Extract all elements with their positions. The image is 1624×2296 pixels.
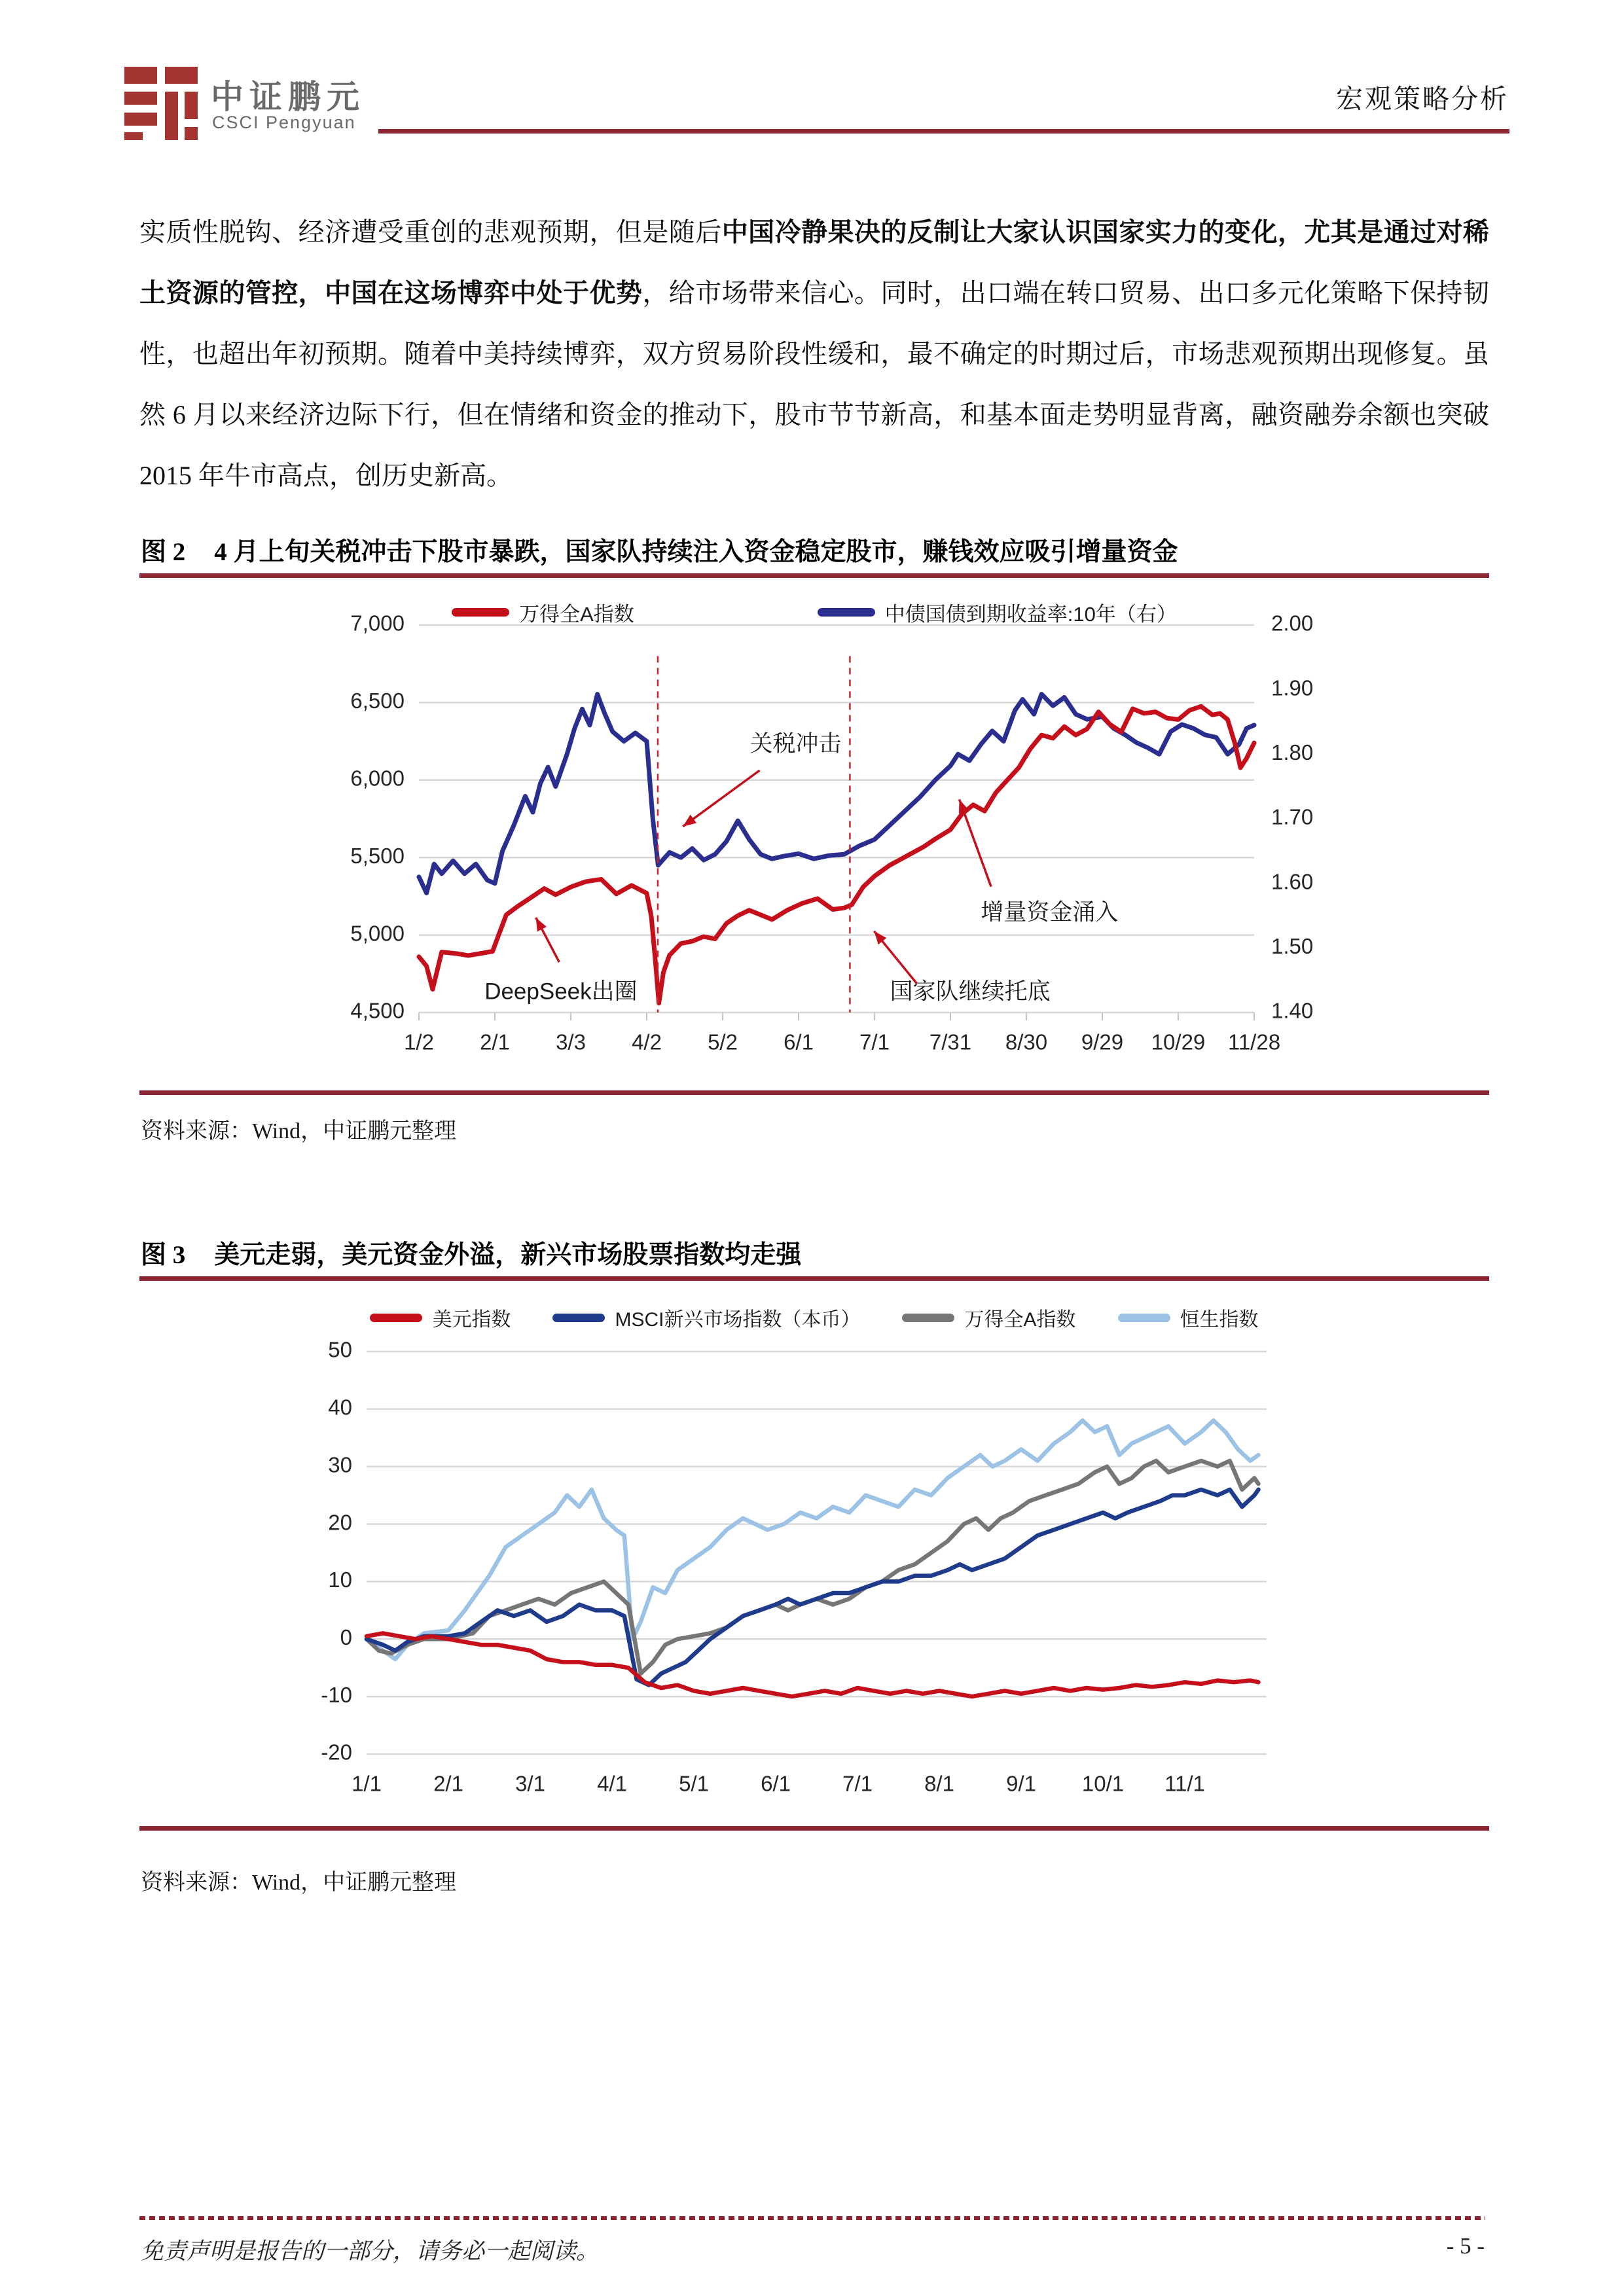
legend-label: 万得全A指数 (964, 1309, 1076, 1331)
svg-text:7/31: 7/31 (929, 1030, 972, 1054)
svg-text:50: 50 (328, 1337, 352, 1362)
legend-label: 万得全A指数 (519, 603, 634, 626)
header-rule (378, 129, 1509, 134)
legend-label: MSCI新兴市场指数（本币） (615, 1309, 861, 1331)
svg-text:0: 0 (340, 1625, 352, 1650)
svg-text:1.90: 1.90 (1271, 675, 1314, 700)
svg-text:3/1: 3/1 (515, 1771, 545, 1796)
footer-disclaimer: 免责声明是报告的一部分，请务必一起阅读。 (141, 2238, 600, 2264)
svg-text:2.00: 2.00 (1271, 611, 1314, 636)
svg-text:4,500: 4,500 (350, 998, 405, 1023)
svg-text:DeepSeek出圈: DeepSeek出圈 (484, 978, 638, 1005)
svg-text:1.60: 1.60 (1271, 869, 1314, 894)
figure2-chart (139, 578, 1489, 1090)
svg-text:1.80: 1.80 (1271, 740, 1314, 765)
page-number: - 5 - (1446, 2233, 1485, 2259)
svg-text:9/1: 9/1 (1006, 1771, 1036, 1796)
svg-text:国家队继续托底: 国家队继续托底 (890, 978, 1051, 1005)
svg-text:5,500: 5,500 (350, 843, 405, 868)
footer-divider (139, 2216, 1485, 2220)
svg-text:4/2: 4/2 (632, 1030, 662, 1054)
logo-text-cn: 中证鹏元 (211, 79, 365, 115)
legend-label: 美元指数 (432, 1309, 511, 1331)
paragraph-text: ，给市场带来信心。同时，出口端在转口贸易、出口多元化策略下保持韧性，也超出年初预期。随着中美持续博弈，双方贸易阶段性缓和，最不确定的时期过后，市场悲观预期出现修复。虽然 6 月以来经济边际下行，但在情绪和资金的推动下，股市节节新高，和基本面走势明显背离，融资融券余额也突破 2015 年牛市高点，创历史新高。 (139, 278, 1489, 490)
svg-text:1.70: 1.70 (1271, 804, 1314, 829)
svg-text:11/1: 11/1 (1164, 1771, 1205, 1796)
figure3-title: 美元走弱，美元资金外溢，新兴市场股票指数均走强 (214, 1241, 802, 1269)
svg-text:10/29: 10/29 (1151, 1030, 1206, 1054)
svg-text:1/2: 1/2 (404, 1030, 434, 1054)
svg-text:3/3: 3/3 (556, 1030, 586, 1054)
figure3-block (139, 1276, 1489, 1831)
svg-text:7,000: 7,000 (350, 611, 405, 636)
svg-text:7/1: 7/1 (859, 1030, 890, 1054)
svg-text:-20: -20 (321, 1740, 352, 1765)
svg-text:2/1: 2/1 (433, 1771, 463, 1796)
figure2-title: 4 月上旬关税冲击下股市暴跌，国家队持续注入资金稳定股市，赚钱效应吸引增量资金 (214, 538, 1178, 566)
svg-text:5,000: 5,000 (350, 921, 405, 946)
svg-text:2/1: 2/1 (480, 1030, 510, 1054)
svg-text:1.40: 1.40 (1271, 998, 1314, 1023)
body-paragraph (139, 202, 1489, 506)
svg-text:6,000: 6,000 (350, 766, 405, 791)
svg-text:关税冲击: 关税冲击 (749, 730, 842, 757)
svg-text:8/30: 8/30 (1005, 1030, 1048, 1054)
figure2-caption (141, 531, 1178, 568)
svg-text:9/29: 9/29 (1081, 1030, 1124, 1054)
svg-text:4/1: 4/1 (597, 1771, 627, 1796)
svg-text:40: 40 (328, 1395, 352, 1420)
paragraph-text: 实质性脱钩、经济遭受重创的悲观预期，但是随后 (139, 217, 722, 247)
svg-text:20: 20 (328, 1510, 352, 1535)
svg-text:6/1: 6/1 (761, 1771, 791, 1796)
svg-text:30: 30 (328, 1452, 352, 1477)
svg-text:1/1: 1/1 (352, 1771, 382, 1796)
figure2-label: 图 2 (141, 538, 186, 566)
figure2-source: 资料来源：Wind，中证鹏元整理 (141, 1119, 457, 1143)
figure3-source: 资料来源：Wind，中证鹏元整理 (141, 1871, 457, 1895)
svg-text:10/1: 10/1 (1081, 1771, 1125, 1796)
svg-text:10: 10 (328, 1568, 352, 1592)
svg-text:8/1: 8/1 (924, 1771, 954, 1796)
svg-text:7/1: 7/1 (842, 1771, 873, 1796)
company-logo-icon (124, 67, 198, 140)
svg-text:6/1: 6/1 (784, 1030, 814, 1054)
paragraph-bold-text: 中国冷静果决的反制让大家认识国家实力的变化，尤其是通过对稀土资源的管控，中国在这场博弈中处于优势 (139, 217, 1490, 308)
report-type-label: 宏观策略分析 (1336, 84, 1509, 114)
legend-label: 恒生指数 (1180, 1309, 1259, 1331)
svg-text:6,500: 6,500 (350, 689, 405, 713)
svg-text:增量资金涌入: 增量资金涌入 (981, 899, 1119, 925)
svg-text:5/1: 5/1 (679, 1771, 709, 1796)
logo-text-en: CSCI Pengyuan (212, 113, 356, 132)
svg-text:5/2: 5/2 (708, 1030, 738, 1054)
figure3-caption (141, 1234, 801, 1271)
svg-text:1.50: 1.50 (1271, 934, 1314, 959)
svg-text:11/28: 11/28 (1227, 1030, 1281, 1054)
legend-label: 中债国债到期收益率:10年（右） (884, 603, 1177, 626)
figure3-label: 图 3 (141, 1241, 186, 1269)
figure2-block (139, 573, 1489, 1095)
figure3-chart (139, 1281, 1489, 1826)
svg-text:-10: -10 (321, 1682, 352, 1707)
